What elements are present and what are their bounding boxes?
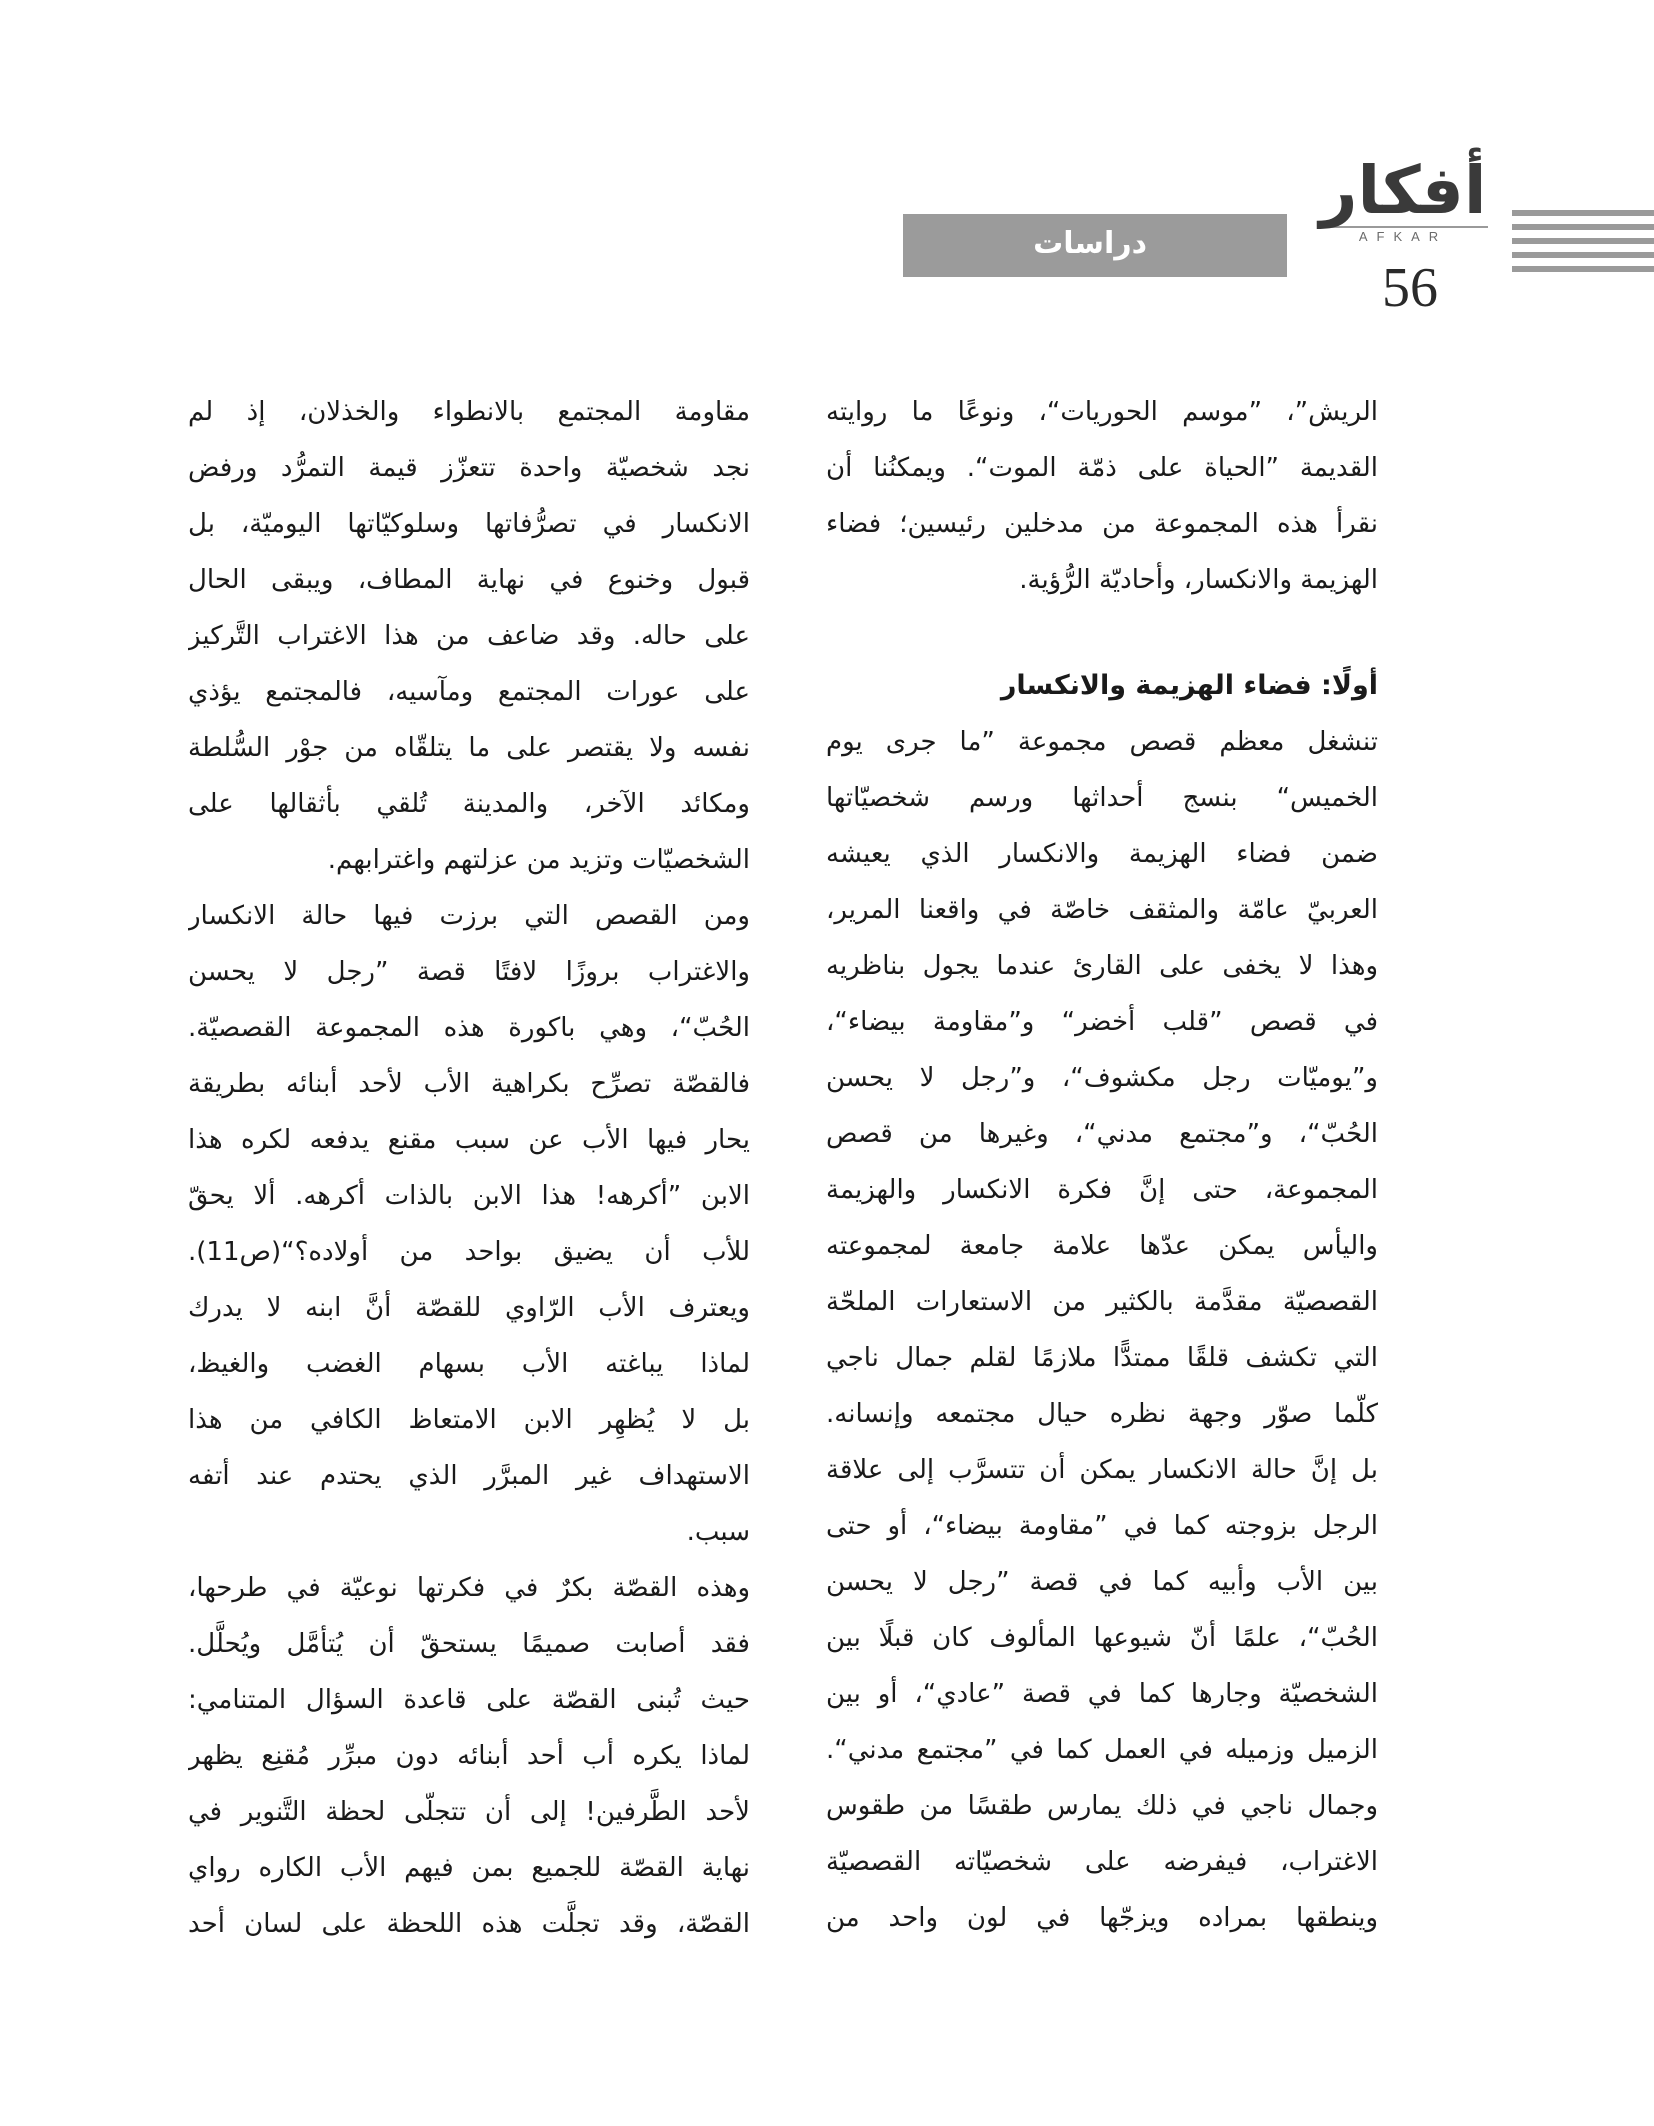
logo-english: AFKAR xyxy=(1318,226,1488,244)
text-line: ضمن فضاء الهزيمة والانكسار الذي يعيشه xyxy=(826,839,1378,869)
text-line: لأحد الطَّرفين! إلى أن تتجلّى لحظة التَّنوير في xyxy=(188,1797,750,1827)
text-line: واليأس يمكن عدّها علامة جامعة لمجموعته xyxy=(826,1231,1378,1261)
text-line: الحُبّ“، و”مجتمع مدني“، وغيرها من قصص xyxy=(826,1119,1378,1149)
text-line: لماذا يكره أب أحد أبنائه دون مبرِّر مُقنِع يظهر xyxy=(188,1741,750,1771)
text-line: نقرأ هذه المجموعة من مدخلين رئيسين؛ فضاء xyxy=(826,509,1378,539)
text-line: القصصيّة مقدَّمة بالكثير من الاستعارات الملحّة xyxy=(826,1287,1378,1317)
text-line: الرجل بزوجته كما في ”مقاومة بيضاء“، أو حتى xyxy=(826,1511,1378,1541)
right-column xyxy=(826,384,1378,1946)
text-line: ومن القصص التي برزت فيها حالة الانكسار xyxy=(188,901,750,931)
page-number: 56 xyxy=(1382,257,1438,319)
section-label: دراسات xyxy=(1033,226,1147,261)
body-paragraph xyxy=(826,714,1378,1946)
text-line: ومكائد الآخر، والمدينة تُلقي بأثقالها على xyxy=(188,789,750,819)
text-line: في قصص ”قلب أخضر“ و”مقاومة بيضاء“، xyxy=(826,1007,1378,1037)
text-line: فقد أصابت صميمًا يستحقّ أن يُتأمَّل ويُحلَّل. xyxy=(188,1629,750,1659)
text-line: وجمال ناجي في ذلك يمارس طقسًا من طقوس xyxy=(826,1791,1378,1821)
text-line: يحار فيها الأب عن سبب مقنع يدفعه لكره هذا xyxy=(188,1125,750,1155)
text-line: المجموعة، حتى إنَّ فكرة الانكسار والهزيمة xyxy=(826,1175,1378,1205)
magazine-logo xyxy=(1318,152,1488,244)
text-line: حيث تُبنى القصّة على قاعدة السؤال المتنامي: xyxy=(188,1685,750,1715)
text-line: قبول وخنوع في نهاية المطاف، ويبقى الحال xyxy=(188,565,750,595)
text-line: الاغتراب، فيفرضه على شخصيّاته القصصيّة xyxy=(826,1847,1378,1877)
text-line: سبب. xyxy=(686,1517,750,1547)
text-line: التي تكشف قلقًا ممتدًّا ملازمًا لقلم جمال ناجي xyxy=(826,1343,1378,1373)
text-line: لماذا يباغته الأب بسهام الغضب والغيظ، xyxy=(188,1349,750,1379)
text-line: نهاية القصّة للجميع بمن فيهم الأب الكاره رواي xyxy=(188,1853,750,1883)
text-line: على عورات المجتمع ومآسيه، فالمجتمع يؤذي xyxy=(188,677,750,707)
text-line: الحُبّ“، علمًا أنّ شيوعها المألوف كان قبلًا بين xyxy=(826,1623,1378,1653)
text-line: على حاله. وقد ضاعف من هذا الاغتراب التَّركيز xyxy=(188,621,750,651)
text-line: الابن ”أكرهه! هذا الابن بالذات أكرهه. ألا يحقّ xyxy=(188,1181,750,1211)
text-line: الهزيمة والانكسار، وأحاديّة الرُّؤية. xyxy=(1019,565,1378,595)
text-line: بل لا يُظهِر الابن الامتعاظ الكافي من هذا xyxy=(188,1405,750,1435)
text-line: تنشغل معظم قصص مجموعة ”ما جرى يوم xyxy=(826,727,1378,757)
text-line: الشخصيّة وجارها كما في قصة ”عادي“، أو بين xyxy=(826,1679,1378,1709)
text-line: كلّما صوّر وجهة نظره حيال مجتمعه وإنسانه. xyxy=(826,1399,1378,1429)
text-line: الشخصيّات وتزيد من عزلتهم واغترابهم. xyxy=(327,845,750,875)
text-line: للأب أن يضيق بواحد من أولاده؟“(ص11). xyxy=(188,1237,750,1267)
section-banner xyxy=(903,214,1287,277)
intro-paragraph xyxy=(826,384,1378,608)
section-heading: أولًا: فضاء الهزيمة والانكسار xyxy=(1000,670,1378,701)
text-line: بين الأب وأبيه كما في قصة ”رجل لا يحسن xyxy=(826,1567,1378,1597)
text-line: الانكسار في تصرُّفاتها وسلوكيّاتها اليوميّة، بل xyxy=(188,509,750,539)
text-line: الاستهداف غير المبرَّر الذي يحتدم عند أتفه xyxy=(188,1461,750,1491)
text-line: و”يوميّات رجل مكشوف“، و”رجل لا يحسن xyxy=(826,1063,1378,1093)
text-line: الخميس“ بنسج أحداثها ورسم شخصيّاتها xyxy=(826,783,1378,813)
text-line: بل إنَّ حالة الانكسار يمكن أن تتسرَّب إلى علاقة xyxy=(826,1455,1378,1485)
text-line: نفسه ولا يقتصر على ما يتلقّاه من جوْر السُّلطة xyxy=(188,733,750,763)
text-line: نجد شخصيّة واحدة تتعزّز قيمة التمرُّد ورفض xyxy=(188,453,750,483)
header-stripes xyxy=(1512,210,1654,280)
text-line: مقاومة المجتمع بالانطواء والخذلان، إذ لم xyxy=(188,397,750,427)
text-line: فالقصّة تصرِّح بكراهية الأب لأحد أبنائه بطريقة xyxy=(188,1069,750,1099)
text-line: وينطقها بمراده ويزجّها في لون واحد من xyxy=(826,1903,1378,1933)
text-line: وهذه القصّة بكرٌ في فكرتها نوعيّة في طرحها، xyxy=(188,1573,750,1603)
logo-arabic: أفكار xyxy=(1319,152,1487,229)
text-line: ويعترف الأب الرّاوي للقصّة أنَّ ابنه لا يدرك xyxy=(188,1293,750,1323)
text-line: الريش”، ”موسم الحوريات“، ونوعًا ما روايته xyxy=(826,397,1378,427)
text-line: الزميل وزميله في العمل كما في ”مجتمع مدني“. xyxy=(826,1735,1378,1765)
left-column xyxy=(188,384,750,1952)
text-line: القديمة ”الحياة على ذمّة الموت“. ويمكنُنا أن xyxy=(826,453,1378,483)
text-line: الحُبّ“، وهي باكورة هذه المجموعة القصصيّة. xyxy=(188,1013,750,1043)
text-line: والاغتراب بروزًا لافتًا قصة ”رجل لا يحسن xyxy=(188,957,750,987)
text-line: وهذا لا يخفى على القارئ عندما يجول بناظريه xyxy=(826,951,1378,981)
text-line: العربيّ عامّة والمثقف خاصّة في واقعنا المرير، xyxy=(826,895,1378,925)
text-line: القصّة، وقد تجلَّت هذه اللحظة على لسان أحد xyxy=(188,1909,750,1939)
